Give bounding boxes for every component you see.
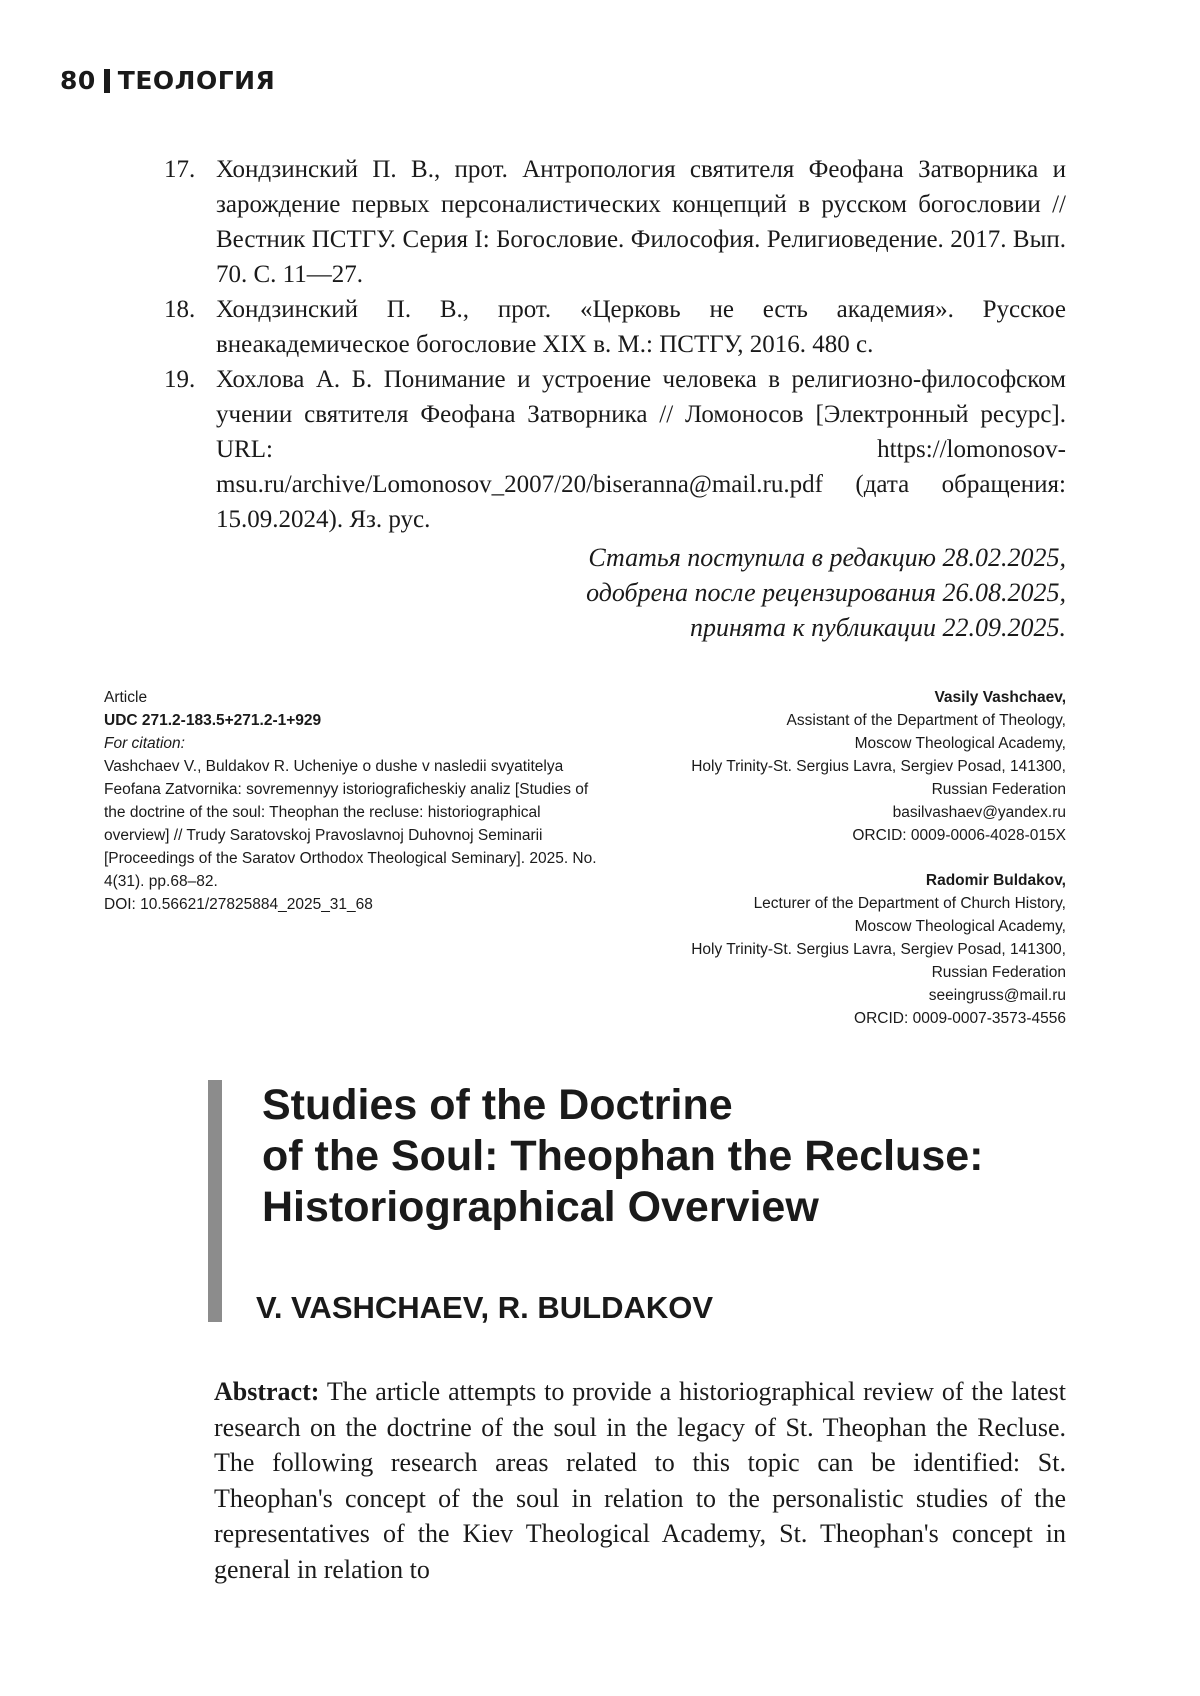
author-orcid: ORCID: 0009-0007-3573-4556 xyxy=(854,1010,1066,1027)
abstract xyxy=(214,1374,1066,1587)
citation-text: Vashchaev V., Buldakov R. Ucheniye o dushe v nasledii svyatitelya Feofana Zatvornika: sovremennyy istoriograficheskiy analiz [Studies of the doctrine of the soul: Theophan the recluse: historiographical overview] // Trudy Saratovskoj Pravoslavnoj Duhovnoj Seminarii [Proceedings of the Saratov Orthodox Theological Seminary]. 2025. No. 4(31). pp.68–82. xyxy=(104,758,597,890)
author-name: Vasily Vashchaev, xyxy=(934,689,1066,706)
author-position: Lecturer of the Department of Church History, xyxy=(753,895,1066,912)
author-email: basilvashaev@yandex.ru xyxy=(892,804,1066,821)
separator-bar xyxy=(104,69,110,93)
reference-number: 17. xyxy=(164,156,196,183)
author-email: seeingruss@mail.ru xyxy=(928,987,1066,1004)
section-name: ТЕОЛОГИЯ xyxy=(117,66,276,95)
article-meta xyxy=(104,686,604,916)
reference-number: 18. xyxy=(164,296,196,323)
reference-text: Хондзинский П. В., прот. «Церковь не есть академия». Русское внеакадемическое богословие XIX в. М.: ПСТГУ, 2016. 480 с. xyxy=(216,296,1066,358)
reference-text: Хондзинский П. В., прот. Антропология святителя Феофана Затворника и зарождение первых персоналистических концепций в русском богословии // Вестник ПСТГУ. Серия I: Богословие. Философия. Религиоведение. 2017. Вып. 70. С. 11—27. xyxy=(216,156,1066,288)
reference-item xyxy=(164,292,1066,362)
author-block-vashchaev xyxy=(606,686,1066,847)
abstract-text: The article attempts to provide a historiographical review of the latest research on the doctrine of the soul in the legacy of St. Theophan the Recluse. The following research areas related to this topic can be identified: St. Theophan's concept of the soul in relation to the personalistic studies of the representatives of the Kiev Theological Academy, St. Theophan's concept in general in relation to xyxy=(214,1377,1066,1584)
title-block xyxy=(208,1080,1108,1325)
received-dates xyxy=(586,540,1066,645)
reference-text: Хохлова А. Б. Понимание и устроение человека в религиозно-философском учении святителя Феофана Затворника // Ломоносов [Электронный ресурс]. URL: https://lomonosov-msu.ru/archive/Lomonosov_2007/20/biseranna@mail.ru.pdf (дата обращения: 15.09.2024). Яз. рус. xyxy=(216,366,1066,533)
abstract-label: Abstract: xyxy=(214,1377,320,1406)
citation-label: For citation: xyxy=(104,735,185,752)
approved-line: одобрена после рецензирования 26.08.2025, xyxy=(586,578,1066,607)
doi: DOI: 10.56621/27825884_2025_31_68 xyxy=(104,896,373,913)
author-address: Holy Trinity-St. Sergius Lavra, Sergiev Posad, 141300, xyxy=(691,758,1066,775)
reference-item xyxy=(164,362,1066,537)
author-name: Radomir Buldakov, xyxy=(925,872,1066,889)
udc-code: UDC 271.2-183.5+271.2-1+929 xyxy=(104,712,322,729)
author-institution: Moscow Theological Academy, xyxy=(854,918,1066,935)
title-line: Studies of the Doctrine xyxy=(262,1081,733,1129)
reference-list xyxy=(164,152,1066,537)
accepted-line: принята к публикации 22.09.2025. xyxy=(689,613,1066,642)
author-block-buldakov xyxy=(606,869,1066,1030)
title-accent-bar xyxy=(208,1080,222,1322)
article-type: Article xyxy=(104,689,148,706)
author-country: Russian Federation xyxy=(931,781,1066,798)
reference-item xyxy=(164,152,1066,292)
article-title xyxy=(262,1080,983,1233)
page-number: 80 xyxy=(60,66,96,95)
author-institution: Moscow Theological Academy, xyxy=(854,735,1066,752)
author-address: Holy Trinity-St. Sergius Lavra, Sergiev Posad, 141300, xyxy=(691,941,1066,958)
author-position: Assistant of the Department of Theology, xyxy=(786,712,1066,729)
author-orcid: ORCID: 0009-0006-4028-015X xyxy=(852,827,1066,844)
authors-line: V. VASHCHAEV, R. BULDAKOV xyxy=(256,1290,714,1325)
author-country: Russian Federation xyxy=(931,964,1066,981)
author-affiliations xyxy=(606,686,1066,1030)
received-line: Статья поступила в редакцию 28.02.2025, xyxy=(588,543,1066,572)
title-line: of the Soul: Theophan the Recluse: xyxy=(262,1132,984,1180)
running-head xyxy=(60,66,275,95)
title-line: Historiographical Overview xyxy=(262,1183,819,1231)
reference-number: 19. xyxy=(164,366,196,393)
